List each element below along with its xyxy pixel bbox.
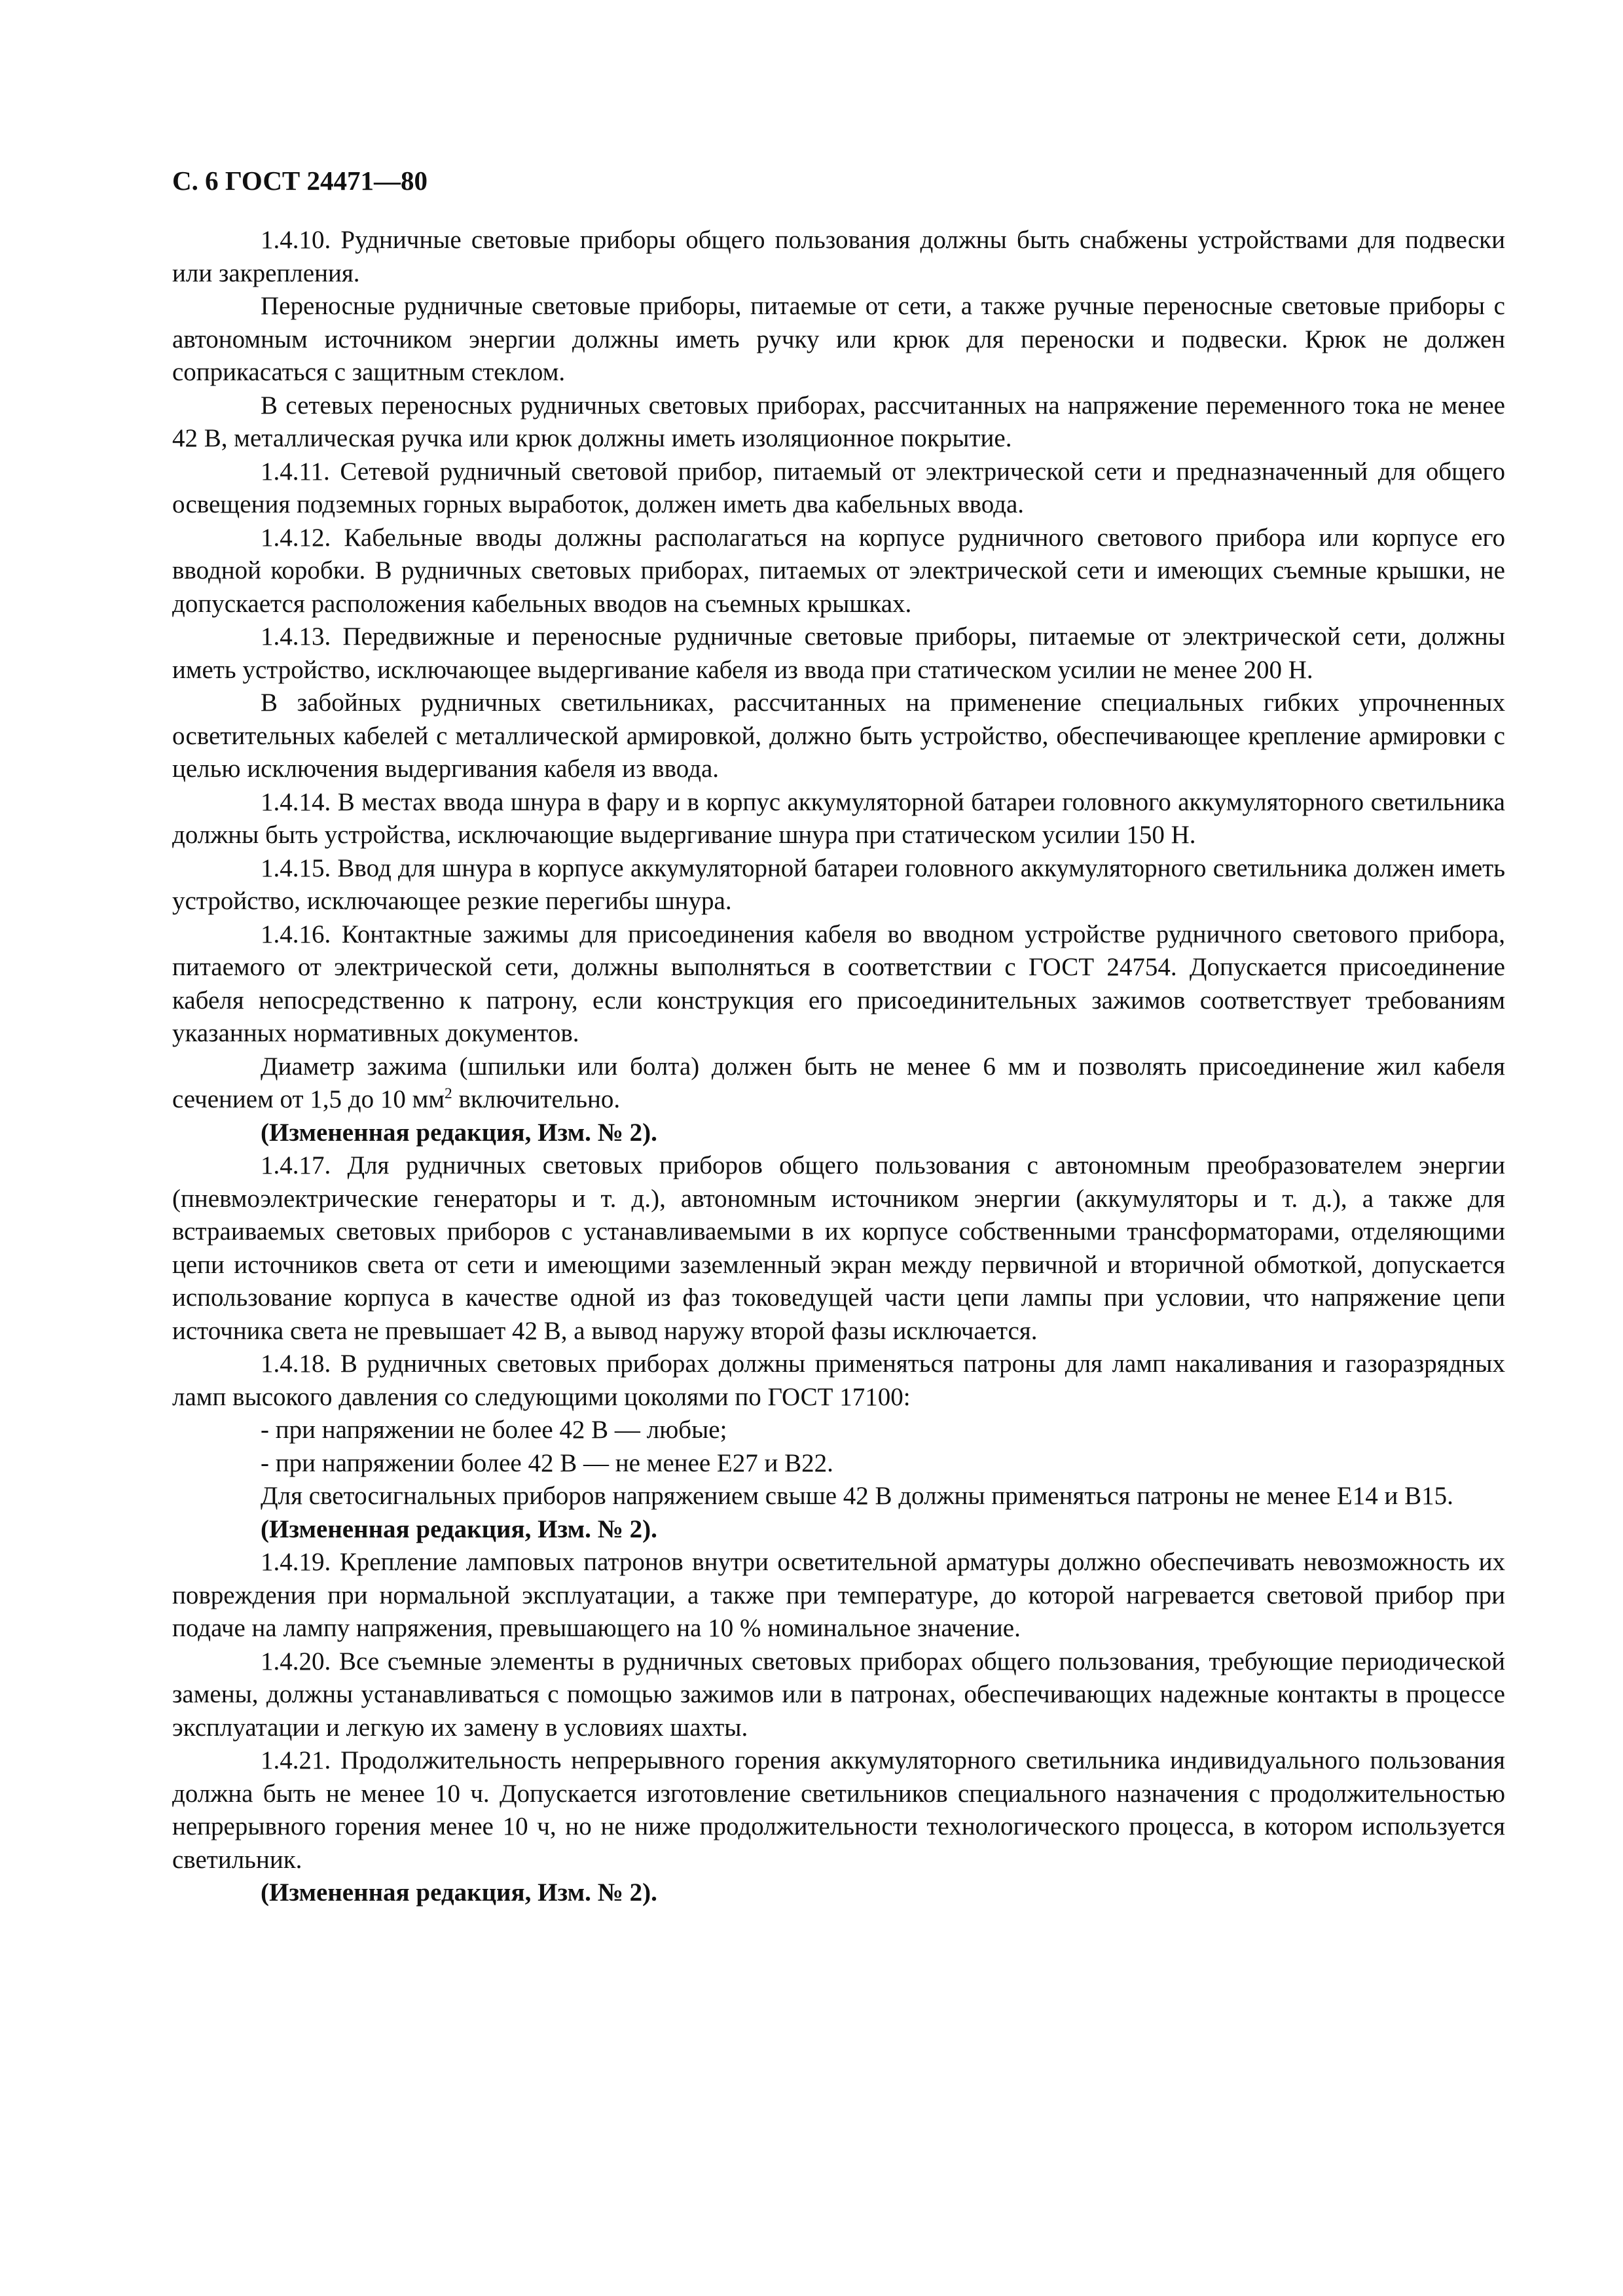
amendment-note: (Измененная редакция, Изм. № 2). xyxy=(261,1878,657,1907)
paragraph-1-4-20: 1.4.20. Все съемные элементы в рудничных световых приборах общего пользования, требующие периодической замены, должны устанавливаться с помощью зажимов или в патронах, обеспечивающих надежные контакты в процессе эксплуатации и легкую их замену в условиях шахты. xyxy=(172,1647,1505,1742)
paragraph-1-4-12: 1.4.12. Кабельные вводы должны располагаться на корпусе рудничного светового прибора или корпусе его вводной коробки. В рудничных световых приборах, питаемых от электрической сети и имеющих съемные крышки, не допускается расположения кабельных вводов на съемных крышках. xyxy=(172,523,1505,618)
paragraph-portable-handle: Переносные рудничные световые приборы, питаемые от сети, а также ручные переносные световые приборы с автономным источником энергии должны иметь ручку или крюк для переноски и подвески. Крюк не должен соприкасаться с защитным стеклом. xyxy=(172,292,1505,386)
paragraph-1-4-19: 1.4.19. Крепление ламповых патронов внутри осветительной арматуры должно обеспечивать невозможность их повреждения при нормальной эксплуатации, а также при температуре, до которой нагревается световой прибор при подаче на лампу напряжения, превышающего на 10 % номинальное значение. xyxy=(172,1548,1505,1642)
paragraph-1-4-10: 1.4.10. Рудничные световые приборы общего пользования должны быть снабжены устройствами для подвески или закрепления. xyxy=(172,226,1505,287)
paragraph-1-4-14: 1.4.14. В местах ввода шнура в фару и в корпус аккумуляторной батареи головного аккумуляторного светильника должны быть устройства, исключающие выдергивание шнура при статическом усилии 150 Н. xyxy=(172,787,1505,849)
page-header: С. 6 ГОСТ 24471—80 xyxy=(172,166,428,196)
list-item: - при напряжении не более 42 В — любые; xyxy=(261,1416,727,1444)
paragraph-1-4-13: 1.4.13. Передвижные и переносные рудничные световые приборы, питаемые от электрической сети, должны иметь устройство, исключающее выдергивание кабеля из ввода при статическом усилии не менее 200 Н. xyxy=(172,622,1505,684)
paragraph-clamp-diameter xyxy=(172,1050,1505,1117)
clamp-text-after: включительно. xyxy=(452,1085,621,1113)
paragraph-armored-cable: В забойных рудничных светильниках, рассчитанных на применение специальных гибких упрочненных осветительных кабелей с металлической армировкой, должно быть устройство, обеспечивающее крепление армировки с целью исключения выдергивания кабеля из ввода. xyxy=(172,689,1505,783)
document-page xyxy=(172,164,1505,1910)
amendment-note: (Измененная редакция, Изм. № 2). xyxy=(261,1118,657,1147)
paragraph-signal-devices: Для светосигнальных приборов напряжением свыше 42 В должны применяться патроны не менее Е14 и В15. xyxy=(261,1482,1453,1510)
amendment-note: (Измененная редакция, Изм. № 2). xyxy=(261,1515,657,1543)
list-item: - при напряжении более 42 В — не менее Е27 и В22. xyxy=(261,1448,833,1477)
paragraph-1-4-16: 1.4.16. Контактные зажимы для присоединения кабеля во вводном устройстве рудничного светового прибора, питаемого от электрической сети, должны выполняться в соответствии с ГОСТ 24754. Допускается присоединение кабеля непосредственно к патрону, если конструкция его присоединительных зажимов соответствует требованиям указанных нормативных документов. xyxy=(172,920,1505,1047)
paragraph-1-4-15: 1.4.15. Ввод для шнура в корпусе аккумуляторной батареи головного аккумуляторного светильника должен иметь устройство, исключающее резкие перегибы шнура. xyxy=(172,853,1505,915)
paragraph-1-4-11: 1.4.11. Сетевой рудничный световой прибор, питаемый от электрической сети и предназначенный для общего освещения подземных горных выработок, должен иметь два кабельных ввода. xyxy=(172,457,1505,518)
superscript-squared: 2 xyxy=(445,1085,452,1102)
clamp-text-before: Диаметр зажима (шпильки или болта) должен быть не менее 6 мм и позволять присоединение жил кабеля сечением от 1,5 до 10 мм xyxy=(172,1052,1505,1113)
paragraph-1-4-18: 1.4.18. В рудничных световых приборах должны применяться патроны для ламп накаливания и газоразрядных ламп высокого давления со следующими цоколями по ГОСТ 17100: xyxy=(172,1350,1505,1411)
paragraph-1-4-21: 1.4.21. Продолжительность непрерывного горения аккумуляторного светильника индивидуального пользования должна быть не менее 10 ч. Допускается изготовление светильников специального назначения с продолжительностью непрерывного горения менее 10 ч, но не ниже продолжительности технологического процесса, в котором используется светильник. xyxy=(172,1746,1505,1874)
paragraph-1-4-17: 1.4.17. Для рудничных световых приборов общего пользования с автономным преобразователем энергии (пневмоэлектрические генераторы и т. д.), автономным источником энергии (аккумуляторы и т. д.), а также для встраиваемых световых приборов с устанавливаемыми в их корпусе собственными трансформаторами, отделяющими цепи источников света от сети и имеющими заземленный экран между первичной и вторичной обмоткой, допускается использование корпуса в качестве одной из фаз токоведущей части цепи лампы при условии, что напряжение цепи источника света не превышает 42 В, а вывод наружу второй фазы исключается. xyxy=(172,1151,1505,1345)
paragraph-insulation: В сетевых переносных рудничных световых приборах, рассчитанных на напряжение переменного тока не менее 42 В, металлическая ручка или крюк должны иметь изоляционное покрытие. xyxy=(172,391,1505,452)
